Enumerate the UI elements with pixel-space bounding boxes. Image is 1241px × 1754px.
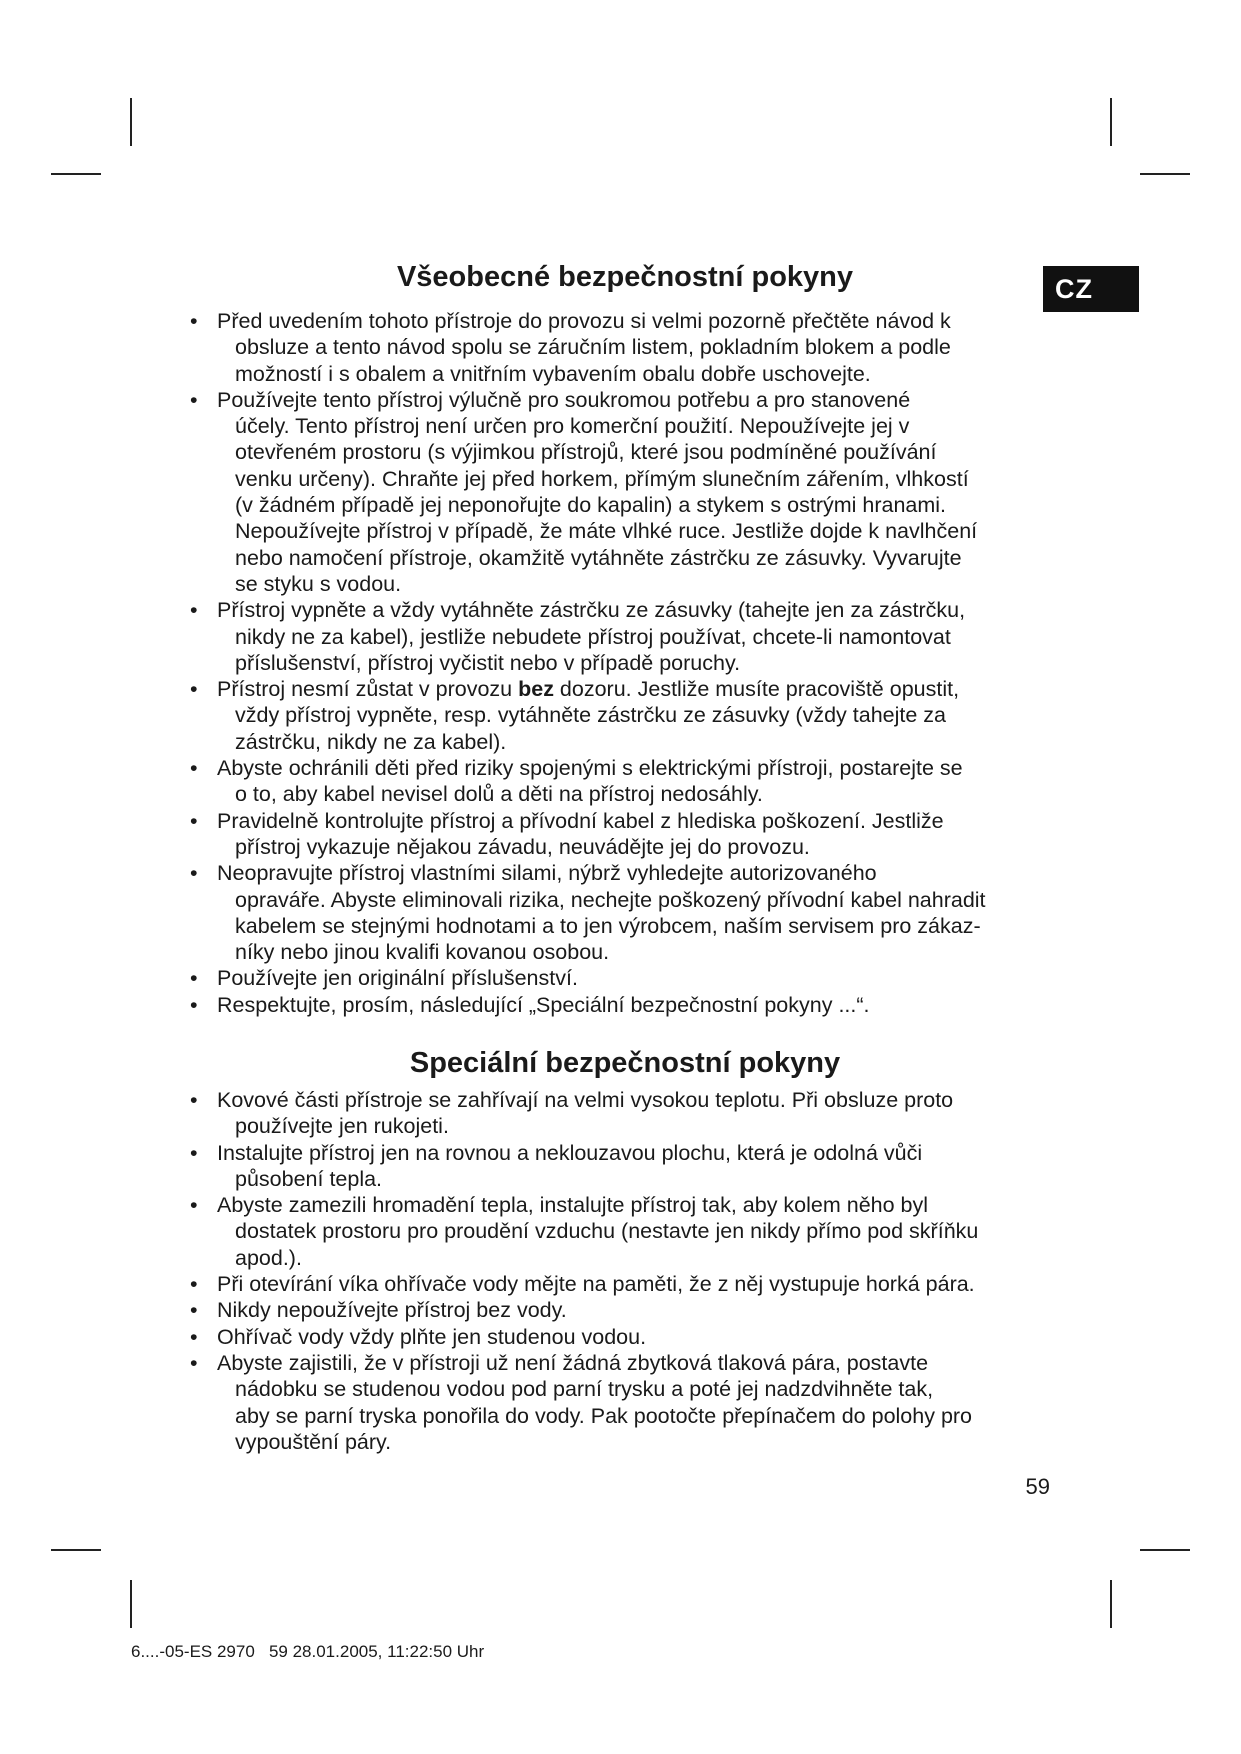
list-item: • Přístroj vypněte a vždy vytáhněte zástrčku ze zásuvky (tahejte jen za zástrčku, nikdy ne za kabel), jestliže nebudete přístroj používat, chcete-li namontovat příslušenství, přístroj vyčistit nebo v případě poruchy. — [190, 597, 1040, 676]
crop-mark-top-left-horizontal — [51, 173, 101, 175]
crop-mark-bottom-right-vertical — [1110, 1580, 1112, 1628]
crop-mark-bottom-left-horizontal — [51, 1549, 101, 1551]
list-item: • Neopravujte přístroj vlastními silami, nýbrž vyhledejte autorizovaného opraváře. Abyste eliminovali rizika, nechejte poškozený přívodní kabel nahradit kabelem se stejnými hodnotami a to jen výrobcem, naším servisem pro zákaz- níky nebo jinou kvalifi kovanou osobou. — [190, 860, 1040, 965]
crop-mark-bottom-left-vertical — [130, 1580, 132, 1628]
list-item: • Kovové části přístroje se zahřívají na velmi vysokou teplotu. Při obsluze proto používejte jen rukojeti. — [190, 1087, 1040, 1140]
section-title-general-safety: Všeobecné bezpečnostní pokyny — [396, 261, 854, 293]
print-footer: 6....-05-ES 2970 59 28.01.2005, 11:22:50 Uhr — [131, 1642, 485, 1661]
crop-mark-top-left-vertical — [130, 98, 132, 146]
list-item: • Nikdy nepoužívejte přístroj bez vody. — [190, 1297, 1040, 1323]
list-item: • Respektujte, prosím, následující „Speciální bezpečnostní pokyny ...“. — [190, 992, 1040, 1018]
special-safety-list — [190, 1087, 1040, 1455]
list-item: • Před uvedením tohoto přístroje do provozu si velmi pozorně přečtěte návod k obsluze a tento návod spolu se záručním listem, pokladním blokem a podle možností i s obalem a vnitřním vybavením obalu dobře uschovejte. — [190, 308, 1040, 387]
list-item: • Abyste zamezili hromadění tepla, instalujte přístroj tak, aby kolem něho byl dostatek prostoru pro proudění vzduchu (nestavte jen nikdy přímo pod skříňku apod.). — [190, 1192, 1040, 1271]
crop-mark-top-right-vertical — [1110, 98, 1112, 146]
crop-mark-bottom-right-horizontal — [1140, 1549, 1190, 1551]
list-item: • Abyste ochránili děti před riziky spojenými s elektrickými přístroji, postarejte se o to, aby kabel nevisel dolů a děti na přístroj nedosáhly. — [190, 755, 1040, 808]
page-number: 59 — [1025, 1474, 1050, 1499]
list-item: • Pravidelně kontrolujte přístroj a přívodní kabel z hlediska poškození. Jestliže přístroj vykazuje nějakou závadu, neuvádějte jej do provozu. — [190, 808, 1040, 861]
list-item: • Používejte jen originální příslušenství. — [190, 965, 1040, 991]
section-title-special-safety: Speciální bezpečnostní pokyny — [409, 1047, 841, 1079]
list-item: • Používejte tento přístroj výlučně pro soukromou potřebu a pro stanovené účely. Tento přístroj není určen pro komerční použití. Nepoužívejte jej v otevřeném prostoru (s výjimkou přístrojů, které jsou podmíněné používání venku určeny). Chraňte jej před horkem, přímým slunečním zářením, vlhkostí (v žádném případě jej neponořujte do kapalin) a stykem s ostrými hranami. Nepoužívejte přístroj v případě, že máte vlhké ruce. Jestliže dojde k navlhčení nebo namočení přístroje, okamžitě vytáhněte zástrčku ze zásuvky. Vyvarujte se styku s vodou. — [190, 387, 1040, 597]
list-item: • Přístroj nesmí zůstat v provozu bez dozoru. Jestliže musíte pracoviště opustit, vždy přístroj vypněte, resp. vytáhněte zástrčku ze zásuvky (vždy tahejte za zástrčku, nikdy ne za kabel). — [190, 676, 1040, 755]
list-item: • Při otevírání víka ohřívače vody mějte na paměti, že z něj vystupuje horká pára. — [190, 1271, 1040, 1297]
list-item: • Ohřívač vody vždy plňte jen studenou vodou. — [190, 1324, 1040, 1350]
general-safety-list — [190, 308, 1040, 1018]
list-item: • Abyste zajistili, že v přístroji už není žádná zbytková tlaková pára, postavte nádobku se studenou vodou pod parní trysku a poté jej nadzdvihněte tak, aby se parní tryska ponořila do vody. Pak pootočte přepínačem do polohy pro vypouštění páry. — [190, 1350, 1040, 1455]
list-item: • Instalujte přístroj jen na rovnou a neklouzavou plochu, která je odolná vůči působení tepla. — [190, 1140, 1040, 1193]
language-tab: CZ — [1043, 266, 1139, 312]
emphasis-bold: bez — [518, 677, 554, 702]
crop-mark-top-right-horizontal — [1140, 173, 1190, 175]
